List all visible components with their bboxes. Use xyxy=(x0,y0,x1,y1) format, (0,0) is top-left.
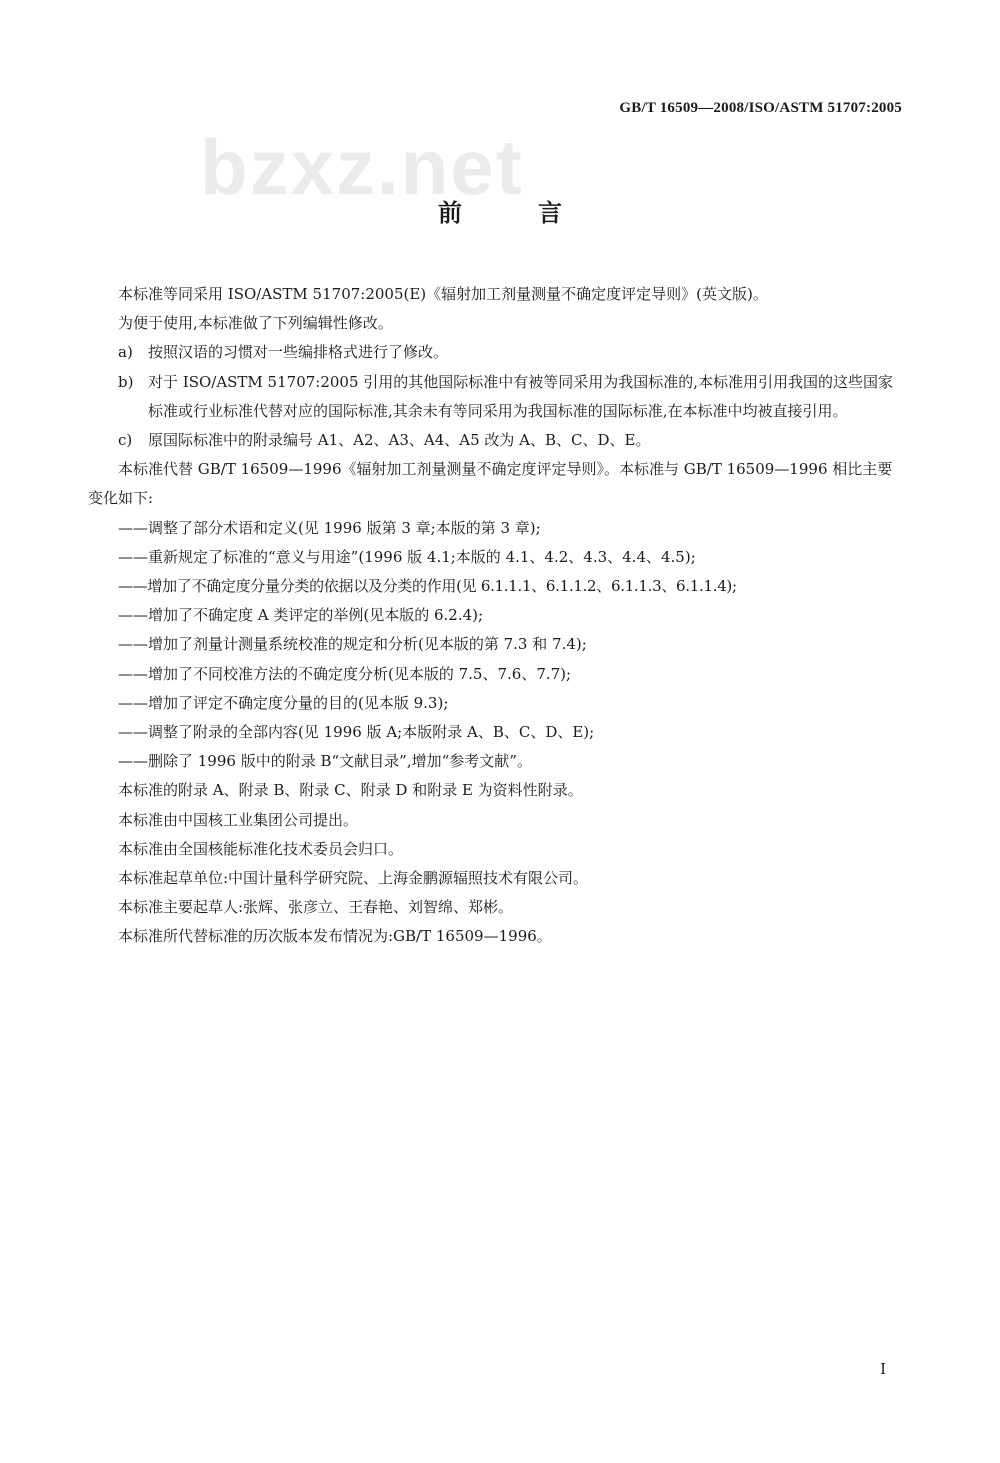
change-item: ——增加了评定不确定度分量的目的(见本版 9.3); xyxy=(118,693,449,712)
list-label: a) xyxy=(118,343,133,362)
page-title: 前 言 xyxy=(438,199,588,227)
paragraph-drafters: 本标准主要起草人:张辉、张彦立、王春艳、刘智绵、郑彬。 xyxy=(118,898,514,917)
list-text: 对于 ISO/ASTM 51707:2005 引用的其他国际标准中有被等同采用为我国标准的,本标准用引用我国的这些国家标准或行业标准代替对应的国际标准,其余未有等同采用为我国标准的国际标准,在本标准中均被直接引用。 xyxy=(148,372,894,420)
paragraph-committee: 本标准由全国核能标准化技术委员会归口。 xyxy=(118,839,404,858)
list-item-a xyxy=(88,338,908,367)
paragraph-supersedes: 本标准代替 GB/T 16509—1996《辐射加工剂量测量不确定度评定导则》。本标准与 GB/T 16509—1996 相比主要变化如下: xyxy=(88,460,893,508)
list-label: b) xyxy=(118,372,134,391)
foreword-body xyxy=(88,280,908,952)
change-item: ——增加了不确定度分量分类的依据以及分类的作用(见 6.1.1.1、6.1.1.2、6.1.1.3、6.1.1.4); xyxy=(118,577,737,596)
watermark: bzxz.net xyxy=(200,123,524,211)
paragraph-editorial-changes: 为便于使用,本标准做了下列编辑性修改。 xyxy=(118,314,393,333)
list-text: 原国际标准中的附录编号 A1、A2、A3、A4、A5 改为 A、B、C、D、E。 xyxy=(148,431,651,450)
paragraph-proposer: 本标准由中国核工业集团公司提出。 xyxy=(118,810,359,829)
page-number: I xyxy=(880,1360,886,1378)
standard-code-header: GB/T 16509—2008/ISO/ASTM 51707:2005 xyxy=(619,100,902,116)
change-item: ——重新规定了标准的“意义与用途”(1996 版 4.1;本版的 4.1、4.2、4.3、4.4、4.5); xyxy=(118,547,696,566)
paragraph-drafting-units: 本标准起草单位:中国计量科学研究院、上海金鹏源辐照技术有限公司。 xyxy=(118,869,589,888)
change-item: ——增加了不同校准方法的不确定度分析(见本版的 7.5、7.6、7.7); xyxy=(118,664,572,683)
change-item: ——调整了部分术语和定义(见 1996 版第 3 章;本版的第 3 章); xyxy=(118,518,541,537)
list-item-c xyxy=(88,426,908,455)
change-item: ——增加了不确定度 A 类评定的举例(见本版的 6.2.4); xyxy=(118,606,484,625)
change-item: ——删除了 1996 版中的附录 B“文献目录”,增加“参考文献”。 xyxy=(118,752,532,771)
paragraph-history: 本标准所代替标准的历次版本发布情况为:GB/T 16509—1996。 xyxy=(118,927,552,946)
list-item-b xyxy=(88,368,908,426)
paragraph-adoption: 本标准等同采用 ISO/ASTM 51707:2005(E)《辐射加工剂量测量不确定度评定导则》(英文版)。 xyxy=(118,285,768,303)
list-text: 按照汉语的习惯对一些编排格式进行了修改。 xyxy=(148,343,449,362)
change-item: ——增加了剂量计测量系统校准的规定和分析(见本版的第 7.3 和 7.4); xyxy=(118,635,587,654)
paragraph-annexes: 本标准的附录 A、附录 B、附录 C、附录 D 和附录 E 为资料性附录。 xyxy=(118,781,583,800)
list-label: c) xyxy=(118,431,133,450)
change-item: ——调整了附录的全部内容(见 1996 版 A;本版附录 A、B、C、D、E); xyxy=(118,723,595,742)
